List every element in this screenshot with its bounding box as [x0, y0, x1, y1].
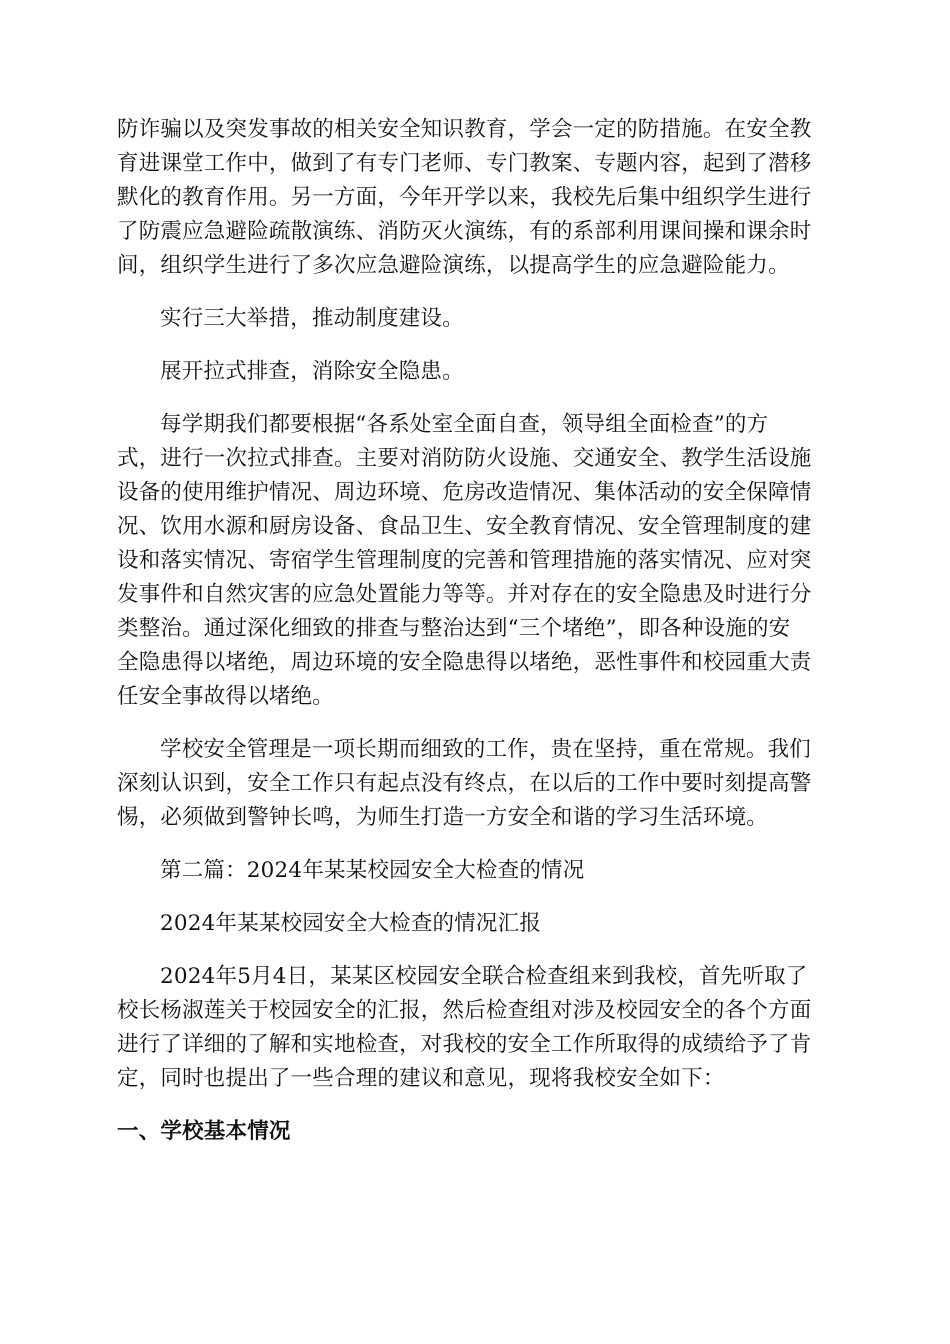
text-line: 全隐患得以堵绝，周边环境的安全隐患得以堵绝，恶性事件和校园重大责	[117, 650, 812, 675]
text-line: 间，组织学生进行了多次应急避险演练，以提高学生的应急避险能力。	[117, 253, 790, 278]
text-line: 设备的使用维护情况、周边环境、危房改造情况、集体活动的安全保障情	[117, 480, 812, 505]
paragraph-three-measures: 实行三大举措，推动制度建设。	[160, 306, 464, 331]
paragraph-safety-management	[117, 733, 833, 835]
document-page	[117, 113, 833, 1149]
text-line: 了防震应急避险疏散演练、消防灭火演练，有的系部利用课间操和课余时	[117, 219, 812, 244]
text-line: 类整治。通过深化细致的排查与整治达到“三个堵绝”，即各种设施的安	[117, 616, 791, 641]
text-line: 防诈骗以及突发事故的相关安全知识教育，学会一定的防措施。在安全教	[117, 117, 812, 142]
section-title-part-two: 第二篇：2024年某某校园安全大检查的情况	[160, 858, 585, 883]
text-line: 默化的教育作用。另一方面，今年开学以来，我校先后集中组织学生进行	[117, 185, 812, 210]
report-title: 2024年某某校园安全大检查的情况汇报	[160, 911, 542, 936]
text-line: 惕，必须做到警钟长鸣，为师生打造一方安全和谐的学习生活环境。	[117, 805, 769, 830]
heading-school-basic-info: 一、学校基本情况	[117, 1119, 291, 1144]
text-line: 2024年5月4日，某某区校园安全联合检查组来到我校，首先听取了	[160, 964, 808, 989]
text-line: 发事件和自然灾害的应急处置能力等等。并对存在的安全隐患及时进行分	[117, 582, 812, 607]
text-line: 每学期我们都要根据“各系处室全面自查，领导组全面检查”的方	[160, 412, 769, 437]
paragraph-safety-education	[117, 113, 833, 283]
text-line: 进行了详细的了解和实地检查，对我校的安全工作所取得的成绩给予了肯	[117, 1032, 812, 1057]
text-line: 校长杨淑莲关于校园安全的汇报，然后检查组对涉及校园安全的各个方面	[117, 998, 812, 1023]
paragraph-inspection-title: 展开拉式排查，消除安全隐患。	[160, 359, 464, 384]
text-line: 况、饮用水源和厨房设备、食品卫生、安全教育情况、安全管理制度的建	[117, 514, 812, 539]
text-line: 任安全事故得以堵绝。	[117, 684, 335, 709]
text-line: 式，进行一次拉式排查。主要对消防防火设施、交通安全、教学生活设施	[117, 446, 812, 471]
paragraph-inspection-detail	[117, 408, 833, 714]
text-line: 育进课堂工作中，做到了有专门老师、专门教案、专题内容，起到了潜移	[117, 151, 812, 176]
text-line: 设和落实情况、寄宿学生管理制度的完善和管理措施的落实情况、应对突	[117, 548, 812, 573]
text-line: 定，同时也提出了一些合理的建议和意见，现将我校安全如下：	[117, 1066, 725, 1091]
text-line: 学校安全管理是一项长期而细致的工作，贵在坚持，重在常规。我们	[160, 737, 812, 762]
text-line: 深刻认识到，安全工作只有起点没有终点，在以后的工作中要时刻提高警	[117, 771, 812, 796]
paragraph-inspection-report	[117, 960, 833, 1096]
